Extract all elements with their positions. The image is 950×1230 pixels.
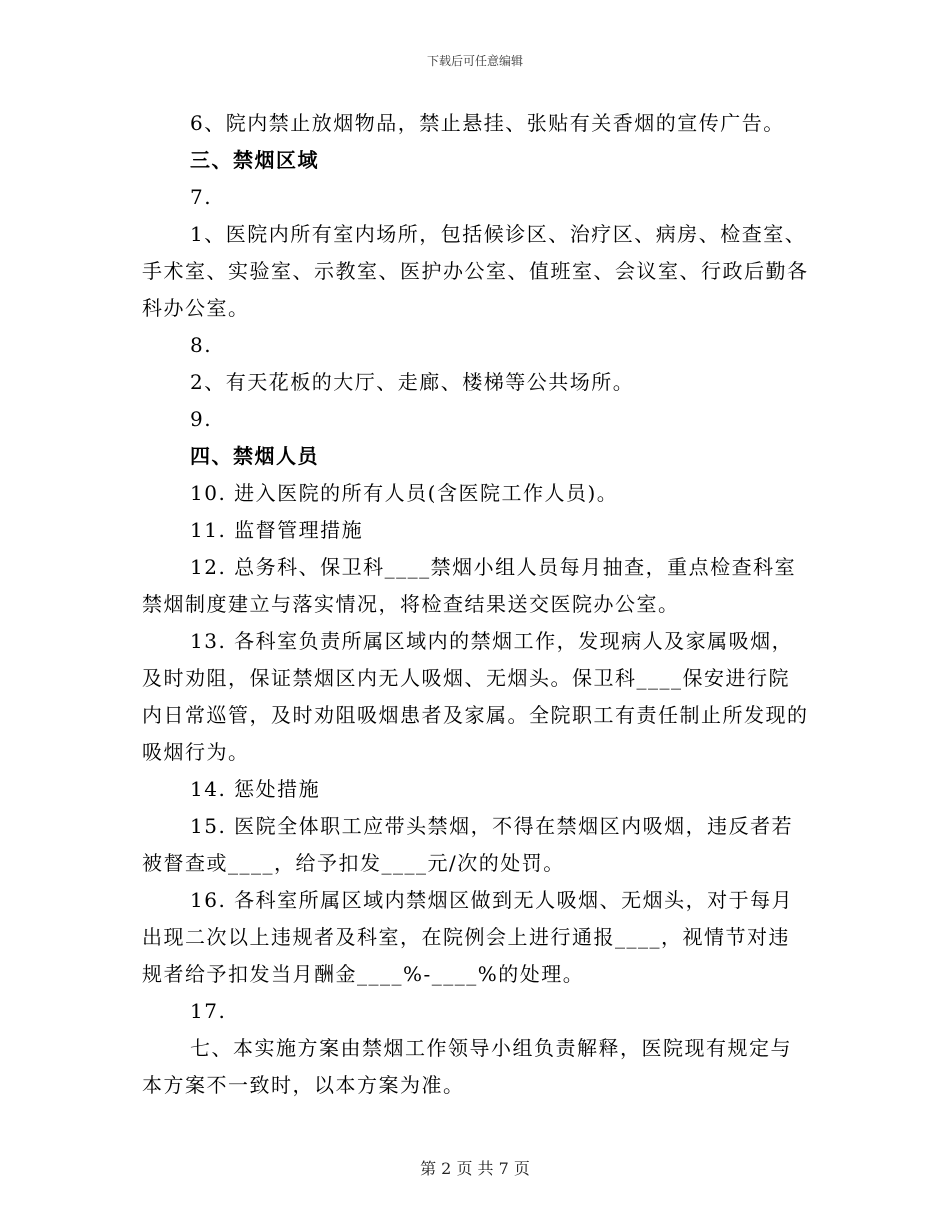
paragraph: 11. 监督管理措施 — [190, 518, 364, 542]
section-heading: 三、禁烟区域 — [190, 148, 319, 172]
paragraph: 七、本实施方案由禁烟工作领导小组负责解释，医院现有规定与本方案不一致时，以本方案为准。 — [142, 1036, 792, 1097]
paragraph: 7. — [190, 185, 213, 209]
paragraph: 13. 各科室负责所属区域内的禁烟工作，发现病人及家属吸烟，及时劝阻，保证禁烟区内无人吸烟、无烟头。保卫科____保安进行院内日常巡管，及时劝阻吸烟患者及家属。全院职工有责任制止所发现的吸烟行为。 — [142, 629, 809, 764]
paragraph: 10. 进入医院的所有人员(含医院工作人员)。 — [190, 481, 619, 505]
paragraph: 2、有天花板的大厅、走廊、楼梯等公共场所。 — [190, 370, 635, 394]
paragraph: 17. — [190, 999, 227, 1023]
section-heading: 四、禁烟人员 — [190, 444, 319, 468]
paragraph: 6、院内禁止放烟物品，禁止悬挂、张贴有关香烟的宣传广告。 — [190, 111, 785, 135]
page-footer: 第 2 页 共 7 页 — [420, 1159, 530, 1178]
document-body — [142, 105, 810, 1104]
paragraph: 9. — [190, 407, 213, 431]
paragraph: 15. 医院全体职工应带头禁烟，不得在禁烟区内吸烟，违反者若被督查或____，给予扣发____元/次的处罚。 — [142, 814, 794, 875]
page-header: 下载后可任意编辑 — [426, 54, 523, 68]
paragraph: 12. 总务科、保卫科____禁烟小组人员每月抽查，重点检查科室禁烟制度建立与落实情况，将检查结果送交医院办公室。 — [142, 555, 797, 616]
paragraph: 14. 惩处措施 — [190, 777, 321, 801]
paragraph: 16. 各科室所属区域内禁烟区做到无人吸烟、无烟头，对于每月出现二次以上违规者及科室，在院例会上进行通报____，视情节对违规者给予扣发当月酬金____%-____%的处理。 — [142, 888, 794, 986]
paragraph: 8. — [190, 333, 213, 357]
paragraph: 1、医院内所有室内场所，包括候诊区、治疗区、病房、检查室、手术室、实验室、示教室、医护办公室、值班室、会议室、行政后勤各科办公室。 — [142, 222, 809, 320]
